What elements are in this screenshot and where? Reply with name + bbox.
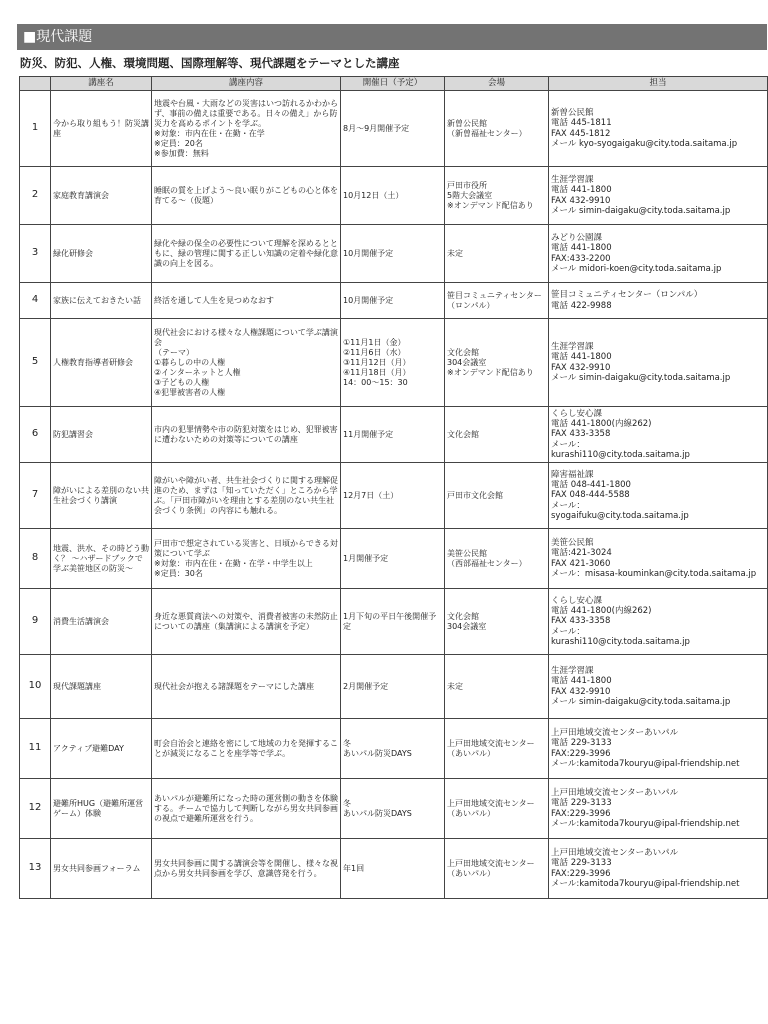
table-row	[20, 719, 768, 779]
table-row	[20, 463, 768, 529]
course-date: 8月～9月開催予定	[341, 91, 445, 167]
table-row	[20, 407, 768, 463]
course-date: 12月7日（土）	[341, 463, 445, 529]
course-date: ①11月1日（金） ②11月6日（水） ③11月12日（月） ④11月18日（月） 14：00～15：30	[341, 319, 445, 407]
table-row	[20, 589, 768, 655]
course-date: 2月開催予定	[341, 655, 445, 719]
course-name: アクティブ避難DAY	[51, 719, 152, 779]
col-header-no	[20, 77, 51, 91]
table-row	[20, 839, 768, 899]
course-date: 冬 あいパル防災DAYS	[341, 779, 445, 839]
table-header-row	[20, 77, 768, 91]
course-name: 家庭教育講演会	[51, 167, 152, 225]
course-date: 冬 あいパル防災DAYS	[341, 719, 445, 779]
course-contact: 笹目コミュニティセンター（ロンパル） 電話 422-9988	[549, 283, 768, 319]
course-venue: 未定	[445, 225, 549, 283]
course-content: 睡眠の質を上げよう～良い眠りがこどもの心と体を育てる～（仮題）	[152, 167, 341, 225]
course-venue: 上戸田地域交流センター（あいパル）	[445, 839, 549, 899]
course-contact: 上戸田地域交流センターあいパル 電話 229-3133 FAX:229-3996 メール:kamitoda7kouryu@ipal-friendship.net	[549, 839, 768, 899]
course-content: 町会自治会と連絡を密にして地域の力を発揮することが減災になることを座学等で学ぶ。	[152, 719, 341, 779]
course-content: 終活を通して人生を見つめなおす	[152, 283, 341, 319]
col-header-date: 開催日（予定）	[341, 77, 445, 91]
course-content: 男女共同参画に関する講演会等を開催し、様々な視点から男女共同参画を学び、意識啓発を行う。	[152, 839, 341, 899]
course-contact: 生涯学習課 電話 441-1800 FAX 432-9910 メール simin-daigaku@city.toda.saitama.jp	[549, 319, 768, 407]
course-content: 障がいや障がい者、共生社会づくりに関する理解促進のため、まずは「知っていただく」ところから学ぶ。「戸田市障がいを理由とする差別のない共生社会づくり条例」の内容にも触れる。	[152, 463, 341, 529]
course-name: 防犯講習会	[51, 407, 152, 463]
row-number: 6	[20, 407, 51, 463]
course-content: 身近な悪質商法への対策や、消費者被害の未然防止についての講座（集講演による講演を予定）	[152, 589, 341, 655]
course-content: 緑化や緑の保全の必要性について理解を深めるとともに、緑の管理に関する正しい知識の定着や緑化意識の向上を図る。	[152, 225, 341, 283]
row-number: 5	[20, 319, 51, 407]
course-contact: 新曽公民館 電話 445-1811 FAX 445-1812 メール kyo-syogaigaku@city.toda.saitama.jp	[549, 91, 768, 167]
course-contact: みどり公園課 電話 441-1800 FAX:433-2200 メール midori-koen@city.toda.saitama.jp	[549, 225, 768, 283]
course-venue: 文化会館 304会議室 ※オンデマンド配信あり	[445, 319, 549, 407]
col-header-contact: 担当	[549, 77, 768, 91]
course-name: 現代課題講座	[51, 655, 152, 719]
row-number: 10	[20, 655, 51, 719]
table-row	[20, 655, 768, 719]
table-row	[20, 167, 768, 225]
row-number: 13	[20, 839, 51, 899]
course-table	[19, 76, 768, 899]
course-venue: 戸田市文化会館	[445, 463, 549, 529]
course-contact: 障害福祉課 電話 048-441-1800 FAX 048-444-5588 メール： syogaifuku@city.toda.saitama.jp	[549, 463, 768, 529]
course-venue: 文化会館	[445, 407, 549, 463]
table-row	[20, 283, 768, 319]
course-name: 消費生活講演会	[51, 589, 152, 655]
course-date: 10月12日（土）	[341, 167, 445, 225]
col-header-content: 講座内容	[152, 77, 341, 91]
course-date: 年1回	[341, 839, 445, 899]
course-name: 家族に伝えておきたい話	[51, 283, 152, 319]
course-contact: くらし安心課 電話 441-1800(内線262) FAX 433-3358 メール： kurashi110@city.toda.saitama.jp	[549, 407, 768, 463]
course-name: 今から取り組もう！防災講座	[51, 91, 152, 167]
course-content: 戸田市で想定されている災害と、日頃からできる対策について学ぶ ※対象：市内在住・在勤・在学・中学生以上 ※定員：30名	[152, 529, 341, 589]
row-number: 3	[20, 225, 51, 283]
course-venue: 上戸田地域交流センター（あいパル）	[445, 779, 549, 839]
course-name: 緑化研修会	[51, 225, 152, 283]
course-venue: 未定	[445, 655, 549, 719]
course-contact: 美笹公民館 電話:421-3024 FAX 421-3060 メール：misasa-kouminkan@city.toda.saitama.jp	[549, 529, 768, 589]
course-contact: 上戸田地域交流センターあいパル 電話 229-3133 FAX:229-3996 メール:kamitoda7kouryu@ipal-friendship.net	[549, 779, 768, 839]
course-date: 1月開催予定	[341, 529, 445, 589]
course-name: 避難所HUG（避難所運営ゲーム）体験	[51, 779, 152, 839]
section-title: ■現代課題	[17, 24, 767, 50]
course-venue: 美笹公民館 （西部福祉センター）	[445, 529, 549, 589]
course-date: 10月開催予定	[341, 283, 445, 319]
course-venue: 笹目コミュニティセンター（ロンパル）	[445, 283, 549, 319]
course-venue: 文化会館 304会議室	[445, 589, 549, 655]
row-number: 4	[20, 283, 51, 319]
page-subtitle: 防災、防犯、人権、環境問題、国際理解等、現代課題をテーマとした講座	[20, 56, 400, 70]
table-row	[20, 319, 768, 407]
course-content: あいパルが避難所になった時の運営側の動きを体験する。チームで協力して判断しながら男女共同参画の視点で避難所運営を行う。	[152, 779, 341, 839]
course-name: 障がいによる差別のない共生社会づくり講演	[51, 463, 152, 529]
course-contact: 上戸田地域交流センターあいパル 電話 229-3133 FAX:229-3996 メール:kamitoda7kouryu@ipal-friendship.net	[549, 719, 768, 779]
course-content: 市内の犯罪情勢や市の防犯対策をはじめ、犯罪被害に遭わないための対策等についての講座	[152, 407, 341, 463]
table-row	[20, 779, 768, 839]
course-contact: くらし安心課 電話 441-1800(内線262) FAX 433-3358 メール： kurashi110@city.toda.saitama.jp	[549, 589, 768, 655]
course-venue: 上戸田地域交流センター（あいパル）	[445, 719, 549, 779]
course-venue: 新曽公民館 （新曽福祉センター）	[445, 91, 549, 167]
course-name: 男女共同参画フォーラム	[51, 839, 152, 899]
table-row	[20, 529, 768, 589]
course-name: 地震、洪水、その時どう動く？ ～ハザードブックで学ぶ美笹地区の防災～	[51, 529, 152, 589]
col-header-venue: 会場	[445, 77, 549, 91]
course-date: 10月開催予定	[341, 225, 445, 283]
course-date: 11月開催予定	[341, 407, 445, 463]
row-number: 11	[20, 719, 51, 779]
course-content: 地震や台風・大雨などの災害はいつ訪れるかわからず、事前の備えは重要である。日々の備え」から防災力を高めるポイントを学ぶ。 ※対象：市内在住・在勤・在学 ※定員：20名 ※参加費：無料	[152, 91, 341, 167]
row-number: 9	[20, 589, 51, 655]
course-contact: 生涯学習課 電話 441-1800 FAX 432-9910 メール simin-daigaku@city.toda.saitama.jp	[549, 655, 768, 719]
table-row	[20, 225, 768, 283]
row-number: 1	[20, 91, 51, 167]
course-date: 1月下旬の平日午後開催予定	[341, 589, 445, 655]
row-number: 7	[20, 463, 51, 529]
row-number: 2	[20, 167, 51, 225]
course-venue: 戸田市役所 5階大会議室 ※オンデマンド配信あり	[445, 167, 549, 225]
row-number: 8	[20, 529, 51, 589]
table-row	[20, 91, 768, 167]
course-content: 現代社会が抱える諸課題をテーマにした講座	[152, 655, 341, 719]
course-name: 人権教育指導者研修会	[51, 319, 152, 407]
row-number: 12	[20, 779, 51, 839]
col-header-name: 講座名	[51, 77, 152, 91]
course-content: 現代社会における様々な人権課題について学ぶ講演会 （テーマ） ①暮らしの中の人権 ②インターネットと人権 ③子どもの人権 ④犯罪被害者の人権	[152, 319, 341, 407]
course-contact: 生涯学習課 電話 441-1800 FAX 432-9910 メール simin-daigaku@city.toda.saitama.jp	[549, 167, 768, 225]
